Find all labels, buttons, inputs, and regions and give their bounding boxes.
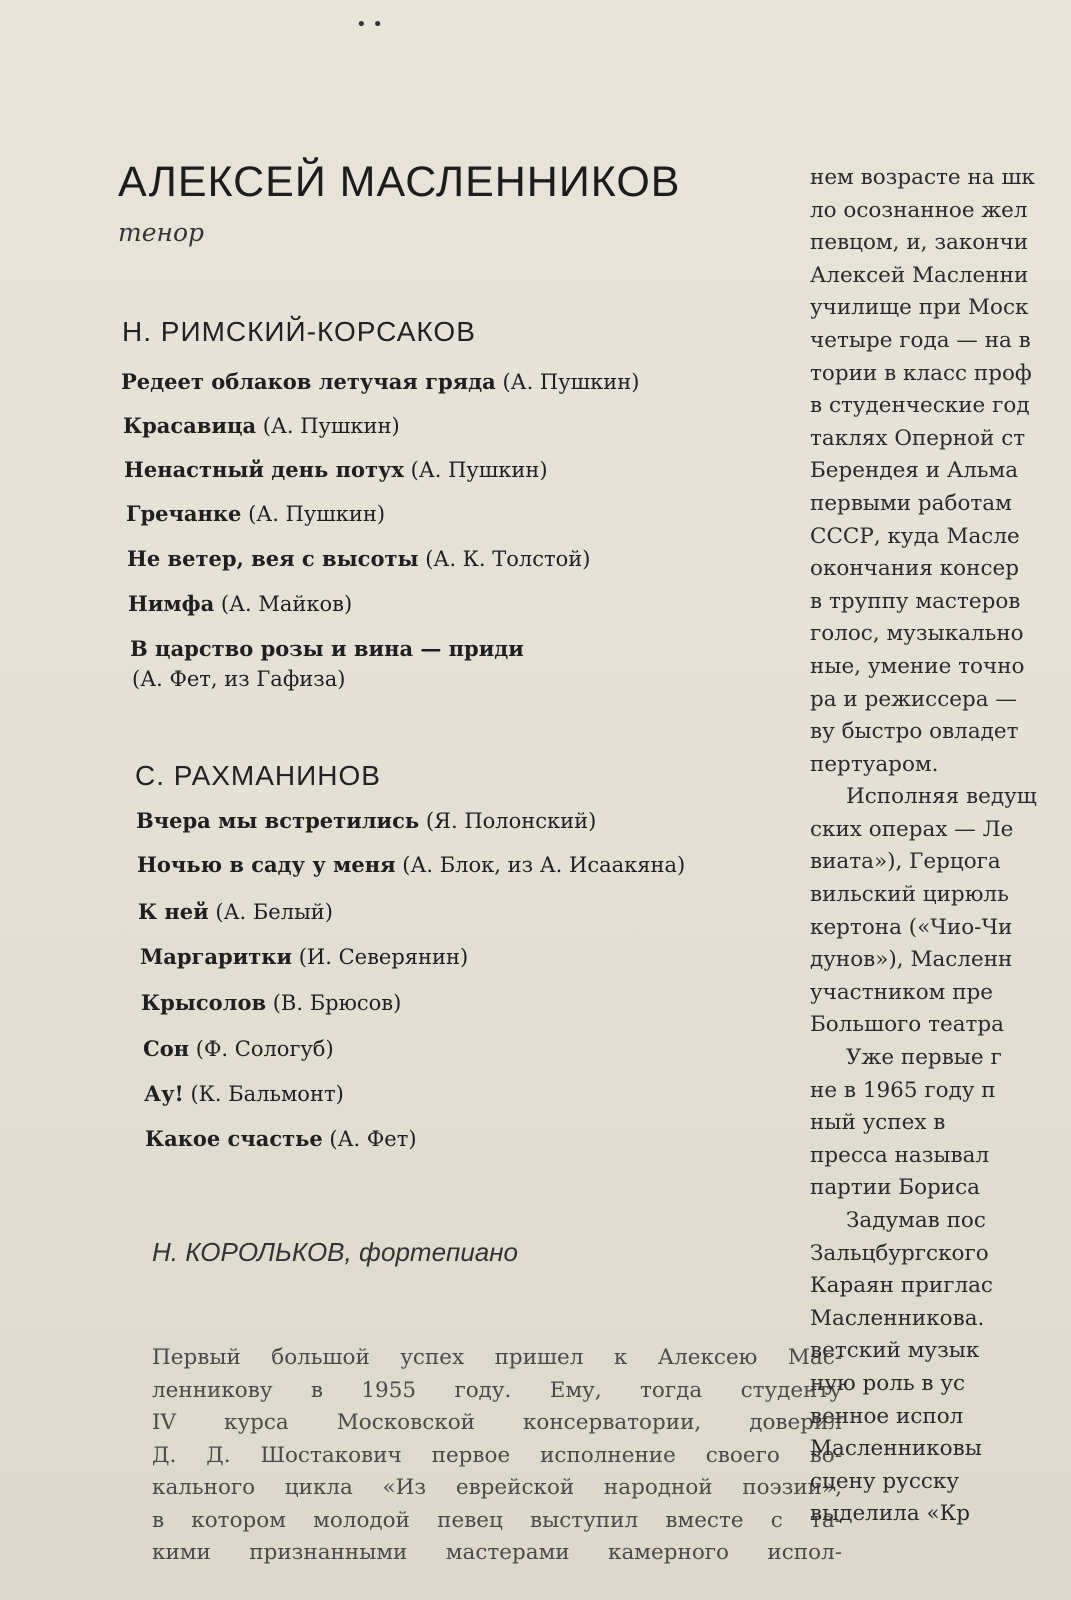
column-line: виата»), Герцога <box>810 849 1001 875</box>
song-title: Сон <box>143 1036 190 1061</box>
song-title: Ночью в саду у меня <box>137 852 396 877</box>
song-poet: (А. Пушкин) <box>262 414 400 438</box>
bio-paragraph <box>152 1342 842 1570</box>
column-line: Задумав пос <box>846 1208 986 1233</box>
column-line: таклях Оперной ст <box>810 425 1026 451</box>
column-line: СССР, куда Масле <box>810 523 1020 549</box>
song-poet: (А. К. Толстой) <box>425 547 591 571</box>
column-line: кертона («Чио-Чи <box>810 914 1013 940</box>
column-line: Берендея и Альма <box>810 458 1019 484</box>
song-title: Ау! <box>144 1081 184 1106</box>
column-line: Уже первые г <box>846 1045 1002 1071</box>
song-item <box>130 636 524 661</box>
song-item <box>121 369 639 394</box>
song-item <box>123 413 400 438</box>
song-item <box>127 546 590 571</box>
song-title: Редеет облаков летучая гряда <box>121 369 496 394</box>
song-poet: (Я. Полонский) <box>425 809 597 833</box>
column-line: тории в класс проф <box>810 360 1032 386</box>
song-poet: (А. Майков) <box>220 592 353 616</box>
song-poet: (А. Блок, из А. Исаакяна) <box>402 853 686 877</box>
song-poet: (А. Фет) <box>329 1127 417 1151</box>
column-line: певцом, и, закончи <box>810 230 1029 256</box>
bio-line: Первый большой успех пришел к Алексею Мас- <box>152 1345 842 1370</box>
song-item <box>138 899 333 924</box>
song-title: Гречанке <box>126 501 242 526</box>
song-poet: (К. Бальмонт) <box>190 1082 344 1106</box>
bio-line: в котором молодой певец выступил вместе с та- <box>152 1507 842 1533</box>
column-line: не в 1965 году п <box>810 1077 996 1103</box>
column-line: пресса называл <box>810 1142 990 1168</box>
pianist-credit: Н. КОРОЛЬКОВ, фортепиано <box>152 1237 519 1267</box>
column-line: ветский музык <box>810 1338 980 1364</box>
column-line: дунов»), Масленн <box>810 947 1013 973</box>
column-line: четыре года — на в <box>810 327 1031 353</box>
column-line: в студенческие год <box>810 393 1030 419</box>
song-title: Не ветер, вея с высоты <box>127 546 419 571</box>
column-line: ный успех в <box>810 1110 946 1136</box>
bio-line: ленникову в 1955 году. Ему, тогда студенту <box>152 1377 842 1403</box>
song-title: Красавица <box>123 413 257 438</box>
column-line: училище при Моск <box>810 295 1029 321</box>
column-line: Масленникова. <box>810 1305 985 1331</box>
song-item <box>137 852 685 877</box>
column-line: голос, музыкально <box>810 621 1024 647</box>
song-item <box>124 457 548 482</box>
column-line: Караян приглас <box>810 1273 993 1299</box>
song-item <box>140 944 468 969</box>
column-line: ра и режиссера — <box>810 686 1017 712</box>
song-poet: (А. Пушкин) <box>502 370 640 394</box>
song-title: Нимфа <box>128 591 215 616</box>
song-poet-line <box>132 667 345 691</box>
right-text-column <box>810 162 1071 1531</box>
column-line: ные, умение точно <box>810 653 1025 679</box>
column-line: первыми работам <box>810 490 1012 516</box>
bio-line: IV курса Московской консерватории, доверил <box>152 1410 842 1435</box>
song-title: В царство розы и вина — приди <box>130 636 524 661</box>
song-poet: (А. Пушкин) <box>248 502 386 526</box>
column-line: окончания консер <box>810 556 1019 582</box>
song-item <box>126 501 385 526</box>
song-poet: (В. Брюсов) <box>272 991 402 1015</box>
column-line: Масленниковы <box>810 1436 982 1462</box>
column-line: выделила «Кр <box>810 1501 971 1527</box>
song-title: Ненастный день потух <box>124 457 404 482</box>
column-line: ную роль в ус <box>810 1370 966 1396</box>
bio-line: Д. Д. Шостакович первое исполнение своего во- <box>152 1442 842 1468</box>
column-line: в труппу мастеров <box>810 588 1021 614</box>
song-item <box>145 1126 417 1151</box>
song-poet: (Ф. Сологуб) <box>195 1037 334 1061</box>
composer-rachmaninov: С. РАХМАНИНОВ <box>135 760 381 791</box>
song-poet: (А. Белый) <box>215 900 333 924</box>
song-title: Какое счастье <box>145 1126 323 1151</box>
column-line: Исполняя ведущ <box>846 784 1037 810</box>
bio-line: кими признанными мастерами камерного испол- <box>152 1540 842 1565</box>
voice-type: тенор <box>118 218 205 247</box>
song-title: Маргаритки <box>140 944 293 969</box>
song-title: Крысолов <box>141 990 267 1015</box>
column-line: Алексей Масленни <box>810 262 1029 288</box>
composer-rimsky-korsakov: Н. РИМСКИЙ-КОРСАКОВ <box>122 316 476 347</box>
column-line: ло осознанное жел <box>810 197 1028 223</box>
performer-name: АЛЕКСЕЙ МАСЛЕННИКОВ <box>118 158 681 206</box>
column-line: Большого театра <box>810 1012 1004 1038</box>
top-dots: • • <box>356 14 383 35</box>
song-item <box>143 1036 334 1061</box>
column-line: участником пре <box>810 979 994 1005</box>
song-poet: (А. Фет, из Гафиза) <box>132 667 346 691</box>
song-item <box>128 591 352 616</box>
bio-line: кального цикла «Из еврейской народной поэзии», <box>152 1475 842 1500</box>
song-poet: (И. Северянин) <box>298 945 469 969</box>
column-line: венное испол <box>810 1403 964 1429</box>
column-line: сцену русску <box>810 1468 959 1494</box>
column-line: Зальцбургского <box>810 1240 989 1266</box>
column-line: вильский цирюль <box>810 882 1009 908</box>
song-item <box>136 808 596 833</box>
column-line: ву быстро овладет <box>810 719 1019 745</box>
column-line: нем возрасте на шк <box>810 165 1035 190</box>
song-item <box>144 1081 344 1106</box>
song-title: Вчера мы встретились <box>136 808 420 833</box>
song-item <box>141 990 401 1015</box>
column-line: партии Бориса <box>810 1175 980 1201</box>
song-poet: (А. Пушкин) <box>410 458 548 482</box>
column-line: пертуаром. <box>810 751 939 777</box>
column-line: ских операх — Ле <box>810 816 1014 842</box>
song-title: К ней <box>138 899 209 924</box>
